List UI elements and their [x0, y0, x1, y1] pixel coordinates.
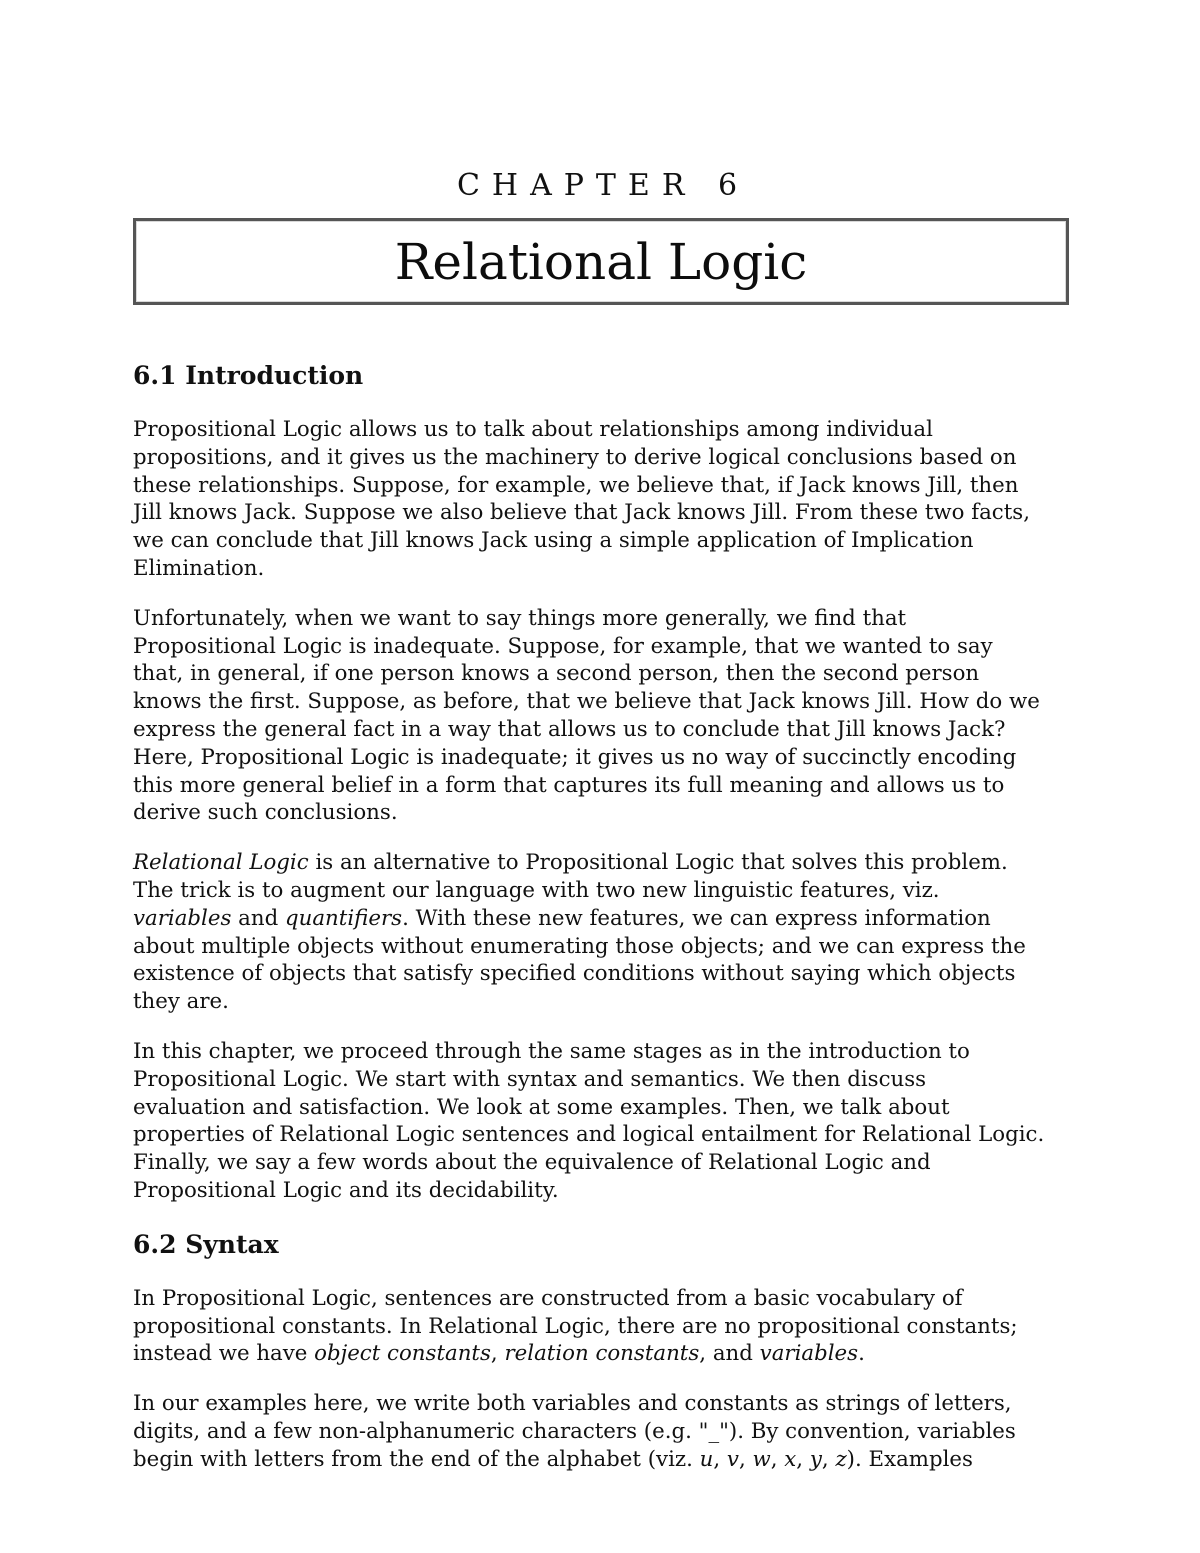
- text-run: ,: [713, 1446, 727, 1472]
- section-heading-introduction: 6.1 Introduction: [133, 361, 364, 390]
- term-relational-logic: Relational Logic: [133, 850, 309, 876]
- text-line: knows the first. Suppose, as before, that we believe that Jack knows Jill. How do we: [133, 689, 1040, 715]
- text-line: [133, 1446, 1073, 1474]
- term-relation-constants: relation constants: [504, 1341, 700, 1367]
- text-line: Propositional Logic allows us to talk about relationships among individual: [133, 417, 933, 442]
- variable-z: z: [835, 1446, 847, 1472]
- text-line: propositions, and it gives us the machinery to derive logical conclusions based on: [133, 444, 1017, 470]
- text-line: [133, 1340, 1073, 1368]
- text-line: Elimination.: [133, 555, 265, 581]
- text-line: Propositional Logic and its decidability.: [133, 1177, 559, 1203]
- text-run: ,: [796, 1446, 810, 1472]
- text-run: ,: [490, 1341, 505, 1367]
- text-line: Propositional Logic is inadequate. Suppose, for example, that we wanted to say: [133, 633, 993, 659]
- text-run: is an alternative to Propositional Logic that solves this problem.: [308, 850, 1008, 876]
- text-line: Propositional Logic. We start with syntax and semantics. We then discuss: [133, 1066, 927, 1092]
- text-run: ). Examples: [846, 1446, 973, 1472]
- text-run: and: [231, 905, 285, 931]
- text-line: digits, and a few non-alphanumeric characters (e.g. "_"). By convention, variables: [133, 1418, 1016, 1444]
- text-run: . With these new features, we can express information: [402, 905, 991, 931]
- text-run: , and: [699, 1341, 760, 1367]
- text-line: evaluation and satisfaction. We look at some examples. Then, we talk about: [133, 1094, 950, 1120]
- text-line: In Propositional Logic, sentences are constructed from a basic vocabulary of: [133, 1285, 963, 1311]
- variable-v: v: [726, 1446, 739, 1472]
- variable-x: x: [784, 1446, 797, 1472]
- text-line: express the general fact in a way that allows us to conclude that Jill knows Jack?: [133, 716, 1006, 742]
- text-run: begin with letters from the end of the alphabet (viz.: [133, 1446, 700, 1472]
- text-line: Jill knows Jack. Suppose we also believe that Jack knows Jill. From these two facts,: [133, 500, 1030, 526]
- syntax-paragraph-1: [133, 1285, 1073, 1368]
- intro-paragraph-3: [133, 849, 1073, 1016]
- text-line: properties of Relational Logic sentences and logical entailment for Relational Logic.: [133, 1122, 1045, 1148]
- text-line: In this chapter, we proceed through the same stages as in the introduction to: [133, 1038, 970, 1064]
- text-run: ,: [821, 1446, 836, 1472]
- term-variables: variables: [133, 905, 232, 931]
- term-quantifiers: quantifiers: [285, 905, 403, 931]
- text-line: about multiple objects without enumerating those objects; and we can express the: [133, 933, 1026, 959]
- text-line: they are.: [133, 989, 229, 1015]
- text-line: this more general belief in a form that captures its full meaning and allows us to: [133, 772, 1005, 798]
- text-line: existence of objects that satisfy specified conditions without saying which objects: [133, 961, 1016, 987]
- section-heading-syntax: 6.2 Syntax: [133, 1229, 279, 1259]
- text-line: Unfortunately, when we want to say things more generally, we find that: [133, 605, 907, 631]
- intro-paragraph-4: [133, 1038, 1073, 1205]
- text-run: ,: [738, 1446, 753, 1472]
- text-line: these relationships. Suppose, for example, we believe that, if Jack knows Jill, then: [133, 472, 1019, 498]
- text-line: Finally, we say a few words about the equivalence of Relational Logic and: [133, 1150, 931, 1176]
- variable-u: u: [699, 1446, 714, 1472]
- intro-paragraph-2: [133, 605, 1073, 827]
- text-line: Here, Propositional Logic is inadequate; it gives us no way of succinctly encoding: [133, 744, 1017, 770]
- chapter-body: [133, 358, 1073, 1496]
- text-run: instead we have: [133, 1341, 315, 1367]
- text-line: derive such conclusions.: [133, 800, 398, 826]
- text-line: In our examples here, we write both variables and constants as strings of letters,: [133, 1391, 1012, 1417]
- syntax-paragraph-2: [133, 1390, 1073, 1473]
- chapter-title: Relational Logic: [394, 232, 808, 291]
- intro-paragraph-1: [133, 416, 1073, 583]
- variable-y: y: [809, 1446, 822, 1472]
- text-run: ,: [770, 1446, 785, 1472]
- text-line: that, in general, if one person knows a second person, then the second person: [133, 661, 980, 687]
- term-object-constants: object constants: [314, 1341, 491, 1367]
- variable-w: w: [752, 1446, 771, 1472]
- chapter-title-box: [133, 218, 1069, 305]
- text-line: The trick is to augment our language with two new linguistic features, viz.: [133, 877, 940, 903]
- term-variables: variables: [759, 1341, 859, 1367]
- text-run: .: [858, 1341, 865, 1367]
- text-line: propositional constants. In Relational Logic, there are no propositional constants;: [133, 1313, 1018, 1339]
- text-line: [133, 849, 1073, 877]
- chapter-label: CHAPTER 6: [456, 168, 750, 203]
- text-line: we can conclude that Jill knows Jack using a simple application of Implication: [133, 528, 974, 554]
- text-line: [133, 905, 1073, 933]
